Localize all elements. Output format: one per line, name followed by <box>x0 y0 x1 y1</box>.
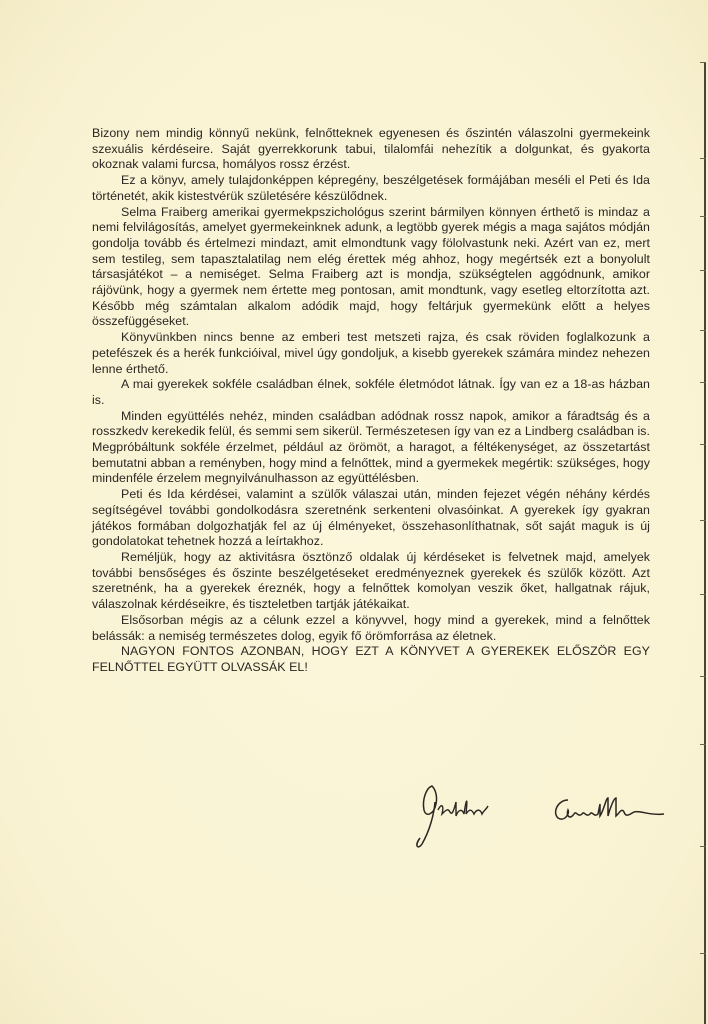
paragraph-activity: Reméljük, hogy az aktivitásra ösztönző oldalak új kérdéseket is felvetnek majd, amelyek további bensőséges és őszinte beszélgetéseket eredményeznek gyerekek és szülők között. Azt szeretnénk, ha a gyerekek éreznék, hogy a felnőttek komolyan veszik őket, hallgatnak rájuk, válaszolnak kérdéseikre, és tiszteletben tartják játékaikat. <box>92 549 650 612</box>
signature-gunilla <box>550 792 670 832</box>
edge-tick <box>700 62 706 63</box>
edge-tick <box>700 520 706 521</box>
paragraph-fraiberg: Selma Fraiberg amerikai gyermekpszichológus szerint bármilyen könnyen érthető is mindaz a nemi felvilágosítás, amelyet gyermekeinknek adunk, a legtöbb gyerek mégis a maga sajátos módján gondolja tovább és értelmezi mindazt, amit elmondtunk vagy fölolvastunk neki. Azért van ez, mert sem testileg, sem tapasztalatilag nem elég érettek még ahhoz, hogy megértsék ezt a bonyolult társasjátékot – a nemiséget. Selma Fraiberg azt is mondja, szükségtelen aggódnunk, amikor rájövünk, hogy a gyermek nem értette meg pontosan, amit mondtunk, vagy esetleg eltorzította azt. Később még számtalan alkalom adódik majd, hogy feltárjuk gyermekünk előtt a helyes összefüggéseket. <box>92 204 650 329</box>
edge-tick <box>700 158 706 159</box>
edge-tick <box>700 676 706 677</box>
edge-tick <box>700 382 706 383</box>
edge-tick <box>700 330 706 331</box>
preface-text <box>92 126 650 676</box>
page-edge-line <box>704 62 706 1024</box>
paragraph-goal: Elsősorban mégis az a célunk ezzel a könyvvel, hogy mind a gyerekek, mind a felnőttek belássák: a nemiség természetes dolog, egyik fő örömforrása az életnek. <box>92 612 650 643</box>
signature-grethe <box>408 780 518 852</box>
edge-tick <box>700 846 706 847</box>
edge-tick <box>700 953 706 954</box>
edge-tick <box>700 216 706 217</box>
signatures <box>400 780 700 860</box>
edge-tick <box>700 594 706 595</box>
paragraph-emotions: Minden együttélés nehéz, minden családban adódnak rossz napok, amikor a fáradtság és a rosszkedv kerekedik felül, és semmi sem sikerül. Természetesen így van ez a Lindberg családban is. Megpróbáltunk sokféle érzelmet, például az örömöt, a haragot, a féltékenységet, az összetartást bemutatni abban a reményben, hogy mind a felnőttek, mind a gyermekek megértik: szükséges, hogy mindenféle érzelem megnyilvánulhasson az együttélésben. <box>92 408 650 486</box>
paragraph-questions: Peti és Ida kérdései, valamint a szülők válaszai után, minden fejezet végén néhány kérdés segítségével további gondolkodásra szeretnénk serkenteni olvasóinkat. A gyerekek így gyakran játékos formában dolgozhatják fel az új élményeket, összehasonlíthatnak, sőt saját maguk is új gondolatokat tehetnek hozzá a leírtakhoz. <box>92 487 650 549</box>
paragraph-intro: Bizony nem mindig könnyű nekünk, felnőtteknek egyenesen és őszintén válaszolni gyermekeink szexuális kérdéseire. Saját gyerrekkorunk tabui, tilalomfái nehezítik a dolgunkat, és gyakorta okoznak valami furcsa, homályos rossz érzést. <box>92 126 650 172</box>
edge-tick <box>700 270 706 271</box>
paragraph-anatomy: Könyvünkben nincs benne az emberi test metszeti rajza, és csak röviden foglalkozunk a petefészek és a herék funkcióival, mivel úgy gondoljuk, a kisebb gyerekek számára mindez nehezen lenne érthető. <box>92 330 650 376</box>
paragraph-families: A mai gyerekek sokféle családban élnek, sokféle életmódot látnak. Így van ez a 18-as házban is. <box>92 377 650 407</box>
paragraph-important-notice: NAGYON FONTOS AZONBAN, HOGY EZT A KÖNYVET A GYEREKEK ELŐSZÖR EGY FELNŐTTEL EGYÜTT OLVASSÁK EL! <box>92 644 650 674</box>
edge-tick <box>700 744 706 745</box>
paragraph-book-description: Ez a könyv, amely tulajdonképpen képregény, beszélgetések formájában meséli el Peti és Ida történetét, akik kistestvérük születésére készülődnek. <box>92 173 650 203</box>
edge-tick <box>700 444 706 445</box>
